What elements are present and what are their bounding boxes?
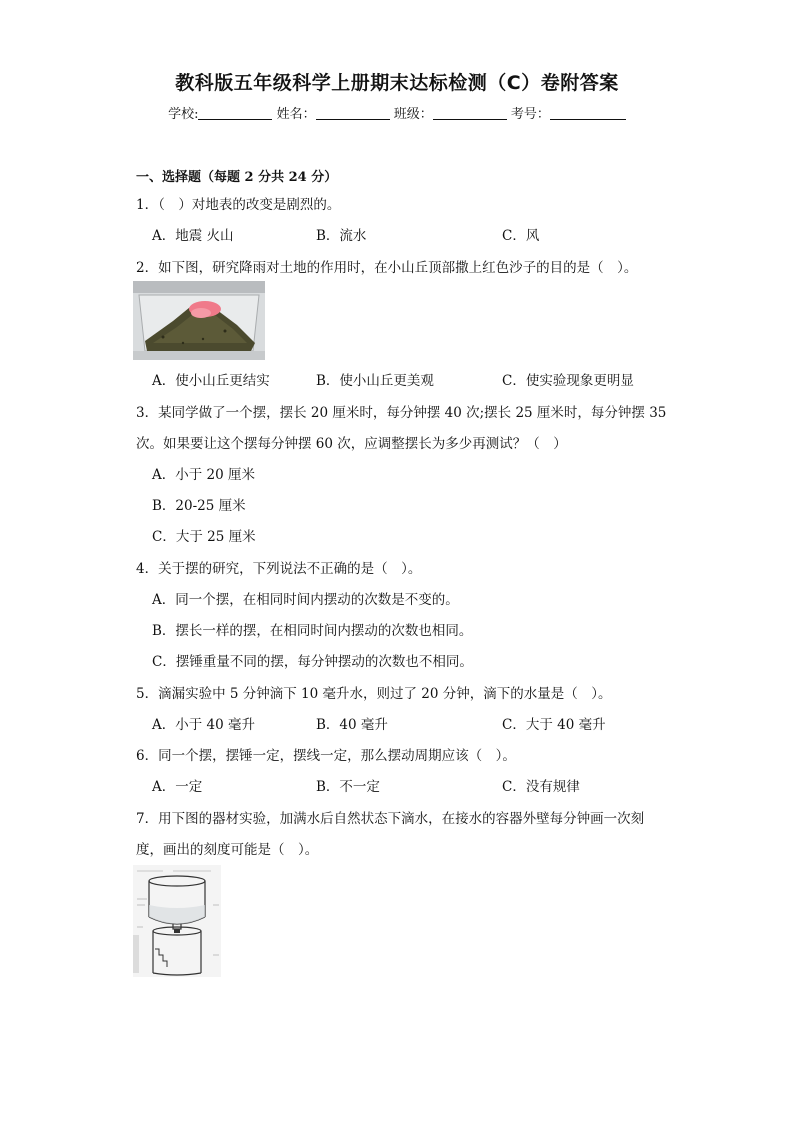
option-b[interactable]: B．40 毫升 — [316, 717, 388, 733]
question-5-options — [152, 713, 672, 731]
option-b[interactable]: B．不一定 — [316, 779, 380, 795]
question-1-options — [152, 224, 672, 242]
option-a[interactable]: A．地震 火山 — [152, 228, 234, 244]
question-6-options — [152, 775, 672, 793]
question-4-stem: 4．关于摆的研究，下列说法不正确的是（ ）。 — [136, 561, 422, 577]
sand-hill-photo — [133, 281, 265, 360]
option-b[interactable]: B．20-25 厘米 — [152, 498, 246, 514]
option-c[interactable]: C．风 — [502, 228, 540, 244]
school-label: 学校: — [168, 107, 199, 122]
option-c[interactable]: C．没有规律 — [502, 779, 580, 795]
option-b[interactable]: B．摆长一样的摆，在相同时间内摆动的次数也相同。 — [152, 623, 473, 639]
student-info-line — [0, 103, 794, 122]
option-a[interactable]: A．一定 — [152, 779, 203, 795]
option-a[interactable]: A．小于 40 毫升 — [152, 717, 256, 733]
school-blank[interactable] — [198, 106, 272, 120]
option-c[interactable]: C．摆锤重量不同的摆，每分钟摆动的次数也不相同。 — [152, 654, 473, 670]
class-blank[interactable] — [433, 106, 507, 120]
option-b[interactable]: B．使小山丘更美观 — [316, 373, 434, 389]
question-1-stem: 1．（ ）对地表的改变是剧烈的。 — [136, 197, 341, 213]
question-7-stem-line-1: 7．用下图的器材实验，加满水后自然状态下滴水，在接水的容器外壁每分钟画一次刻 — [136, 811, 645, 827]
question-2-options — [152, 369, 672, 387]
question-3-stem-line-2: 次。如果要让这个摆每分钟摆 60 次，应调整摆长为多少再测试？（ ） — [136, 436, 567, 452]
section-heading: 一、选择题（每题 2 分共 24 分） — [136, 170, 338, 185]
water-clock-photo — [133, 865, 221, 977]
option-c[interactable]: C．使实验现象更明显 — [502, 373, 634, 389]
name-label: 姓名： — [276, 107, 316, 122]
question-7-stem-line-2: 度，画出的刻度可能是（ ）。 — [136, 842, 319, 858]
question-5-stem: 5．滴漏实验中 5 分钟滴下 10 毫升水，则过了 20 分钟，滴下的水量是（ ）。 — [136, 686, 612, 702]
question-2-stem: 2．如下图，研究降雨对土地的作用时，在小山丘顶部撒上红色沙子的目的是（ ）。 — [136, 260, 638, 276]
option-c[interactable]: C．大于 25 厘米 — [152, 529, 256, 545]
page-title: 教科版五年级科学上册期末达标检测（C）卷附答案 — [175, 72, 619, 94]
option-c[interactable]: C．大于 40 毫升 — [502, 717, 606, 733]
question-6-stem: 6．同一个摆，摆锤一定，摆线一定，那么摆动周期应该（ ）。 — [136, 748, 516, 764]
option-a[interactable]: A．同一个摆，在相同时间内摆动的次数是不变的。 — [152, 592, 459, 608]
exam-number-label: 考号： — [510, 107, 550, 122]
question-3-stem-line-1: 3．某同学做了一个摆，摆长 20 厘米时，每分钟摆 40 次;摆长 25 厘米时，每分钟摆 35 — [136, 405, 667, 421]
class-label: 班级： — [393, 107, 433, 122]
option-a[interactable]: A．小于 20 厘米 — [152, 467, 256, 483]
exam-number-blank[interactable] — [550, 106, 626, 120]
option-a[interactable]: A．使小山丘更结实 — [152, 373, 270, 389]
name-blank[interactable] — [316, 106, 390, 120]
option-b[interactable]: B．流水 — [316, 228, 367, 244]
